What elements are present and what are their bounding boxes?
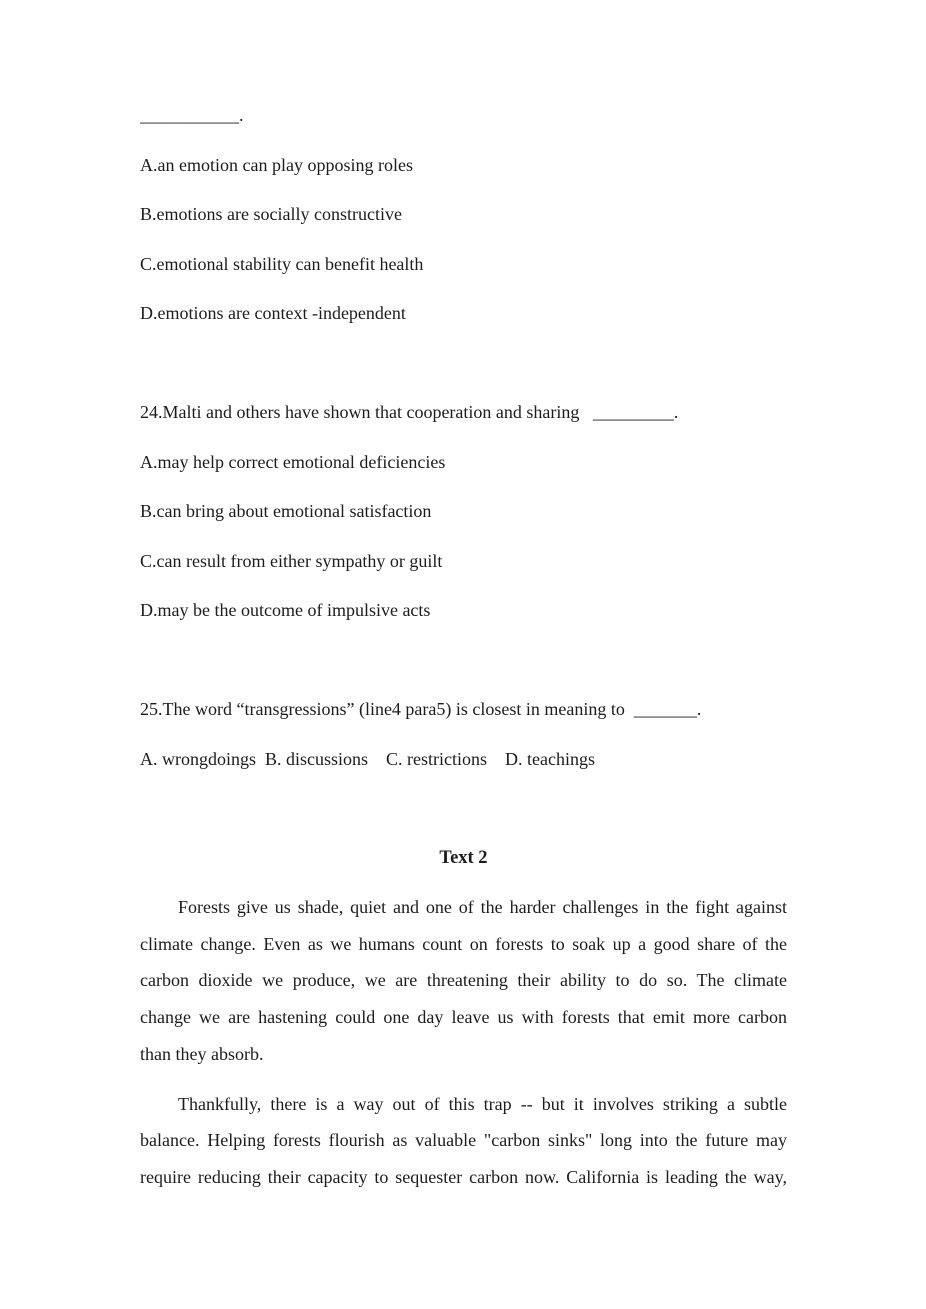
question-24-option-c: C.can result from either sympathy or guilt xyxy=(140,550,443,571)
question-23-option-a: A.an emotion can play opposing roles xyxy=(140,154,413,175)
question-25-stem: 25.The word “transgressions” (line4 para5) is closest in meaning to _______. xyxy=(140,699,702,719)
question-23-option-c: C.emotional stability can benefit health xyxy=(140,253,424,274)
paragraph-line: carbon dioxide we produce, we are threatening their ability to do so. The climate xyxy=(140,970,787,991)
question-25-options-row: A. wrongdoings B. discussions C. restrictions D. teachings xyxy=(140,748,595,769)
paragraph-line: balance. Helping forests flourish as valuable "carbon sinks" long into the future may xyxy=(140,1130,787,1151)
paragraph-line: climate change. Even as we humans count on forests to soak up a good share of the xyxy=(140,933,787,954)
text2-paragraph-1 xyxy=(140,889,787,1073)
question-24-option-b: B.can bring about emotional satisfaction xyxy=(140,501,432,521)
paragraph-line: Thankfully, there is a way out of this trap -- but it involves striking a subtle xyxy=(178,1093,787,1114)
block-spacer xyxy=(140,339,787,389)
paragraph-line: require reducing their capacity to sequester carbon now. California is leading the way, xyxy=(140,1166,787,1187)
question-23-option-b: B.emotions are socially constructive xyxy=(140,204,402,224)
question-25 xyxy=(140,685,787,784)
paragraph-line: change we are hastening could one day leave us with forests that emit more carbon xyxy=(140,1007,787,1028)
question-24-option-d: D.may be the outcome of impulsive acts xyxy=(140,600,431,620)
question-23-option-d: D.emotions are context -independent xyxy=(140,303,406,323)
question-24 xyxy=(140,388,787,636)
paragraph-line: than they absorb. xyxy=(140,1043,264,1064)
block-spacer xyxy=(140,636,787,686)
block-spacer xyxy=(140,784,787,834)
text2-section xyxy=(140,834,787,1196)
text2-paragraph-2 xyxy=(140,1086,787,1196)
text2-heading: Text 2 xyxy=(439,847,488,868)
question-24-stem: 24.Malti and others have shown that cooperation and sharing _________. xyxy=(140,402,679,422)
question-24-option-a: A.may help correct emotional deficiencies xyxy=(140,451,446,472)
question-23-blank-line: ___________. xyxy=(140,105,244,125)
question-23-tail xyxy=(140,91,787,339)
paragraph-line: Forests give us shade, quiet and one of the harder challenges in the fight against xyxy=(178,897,787,917)
